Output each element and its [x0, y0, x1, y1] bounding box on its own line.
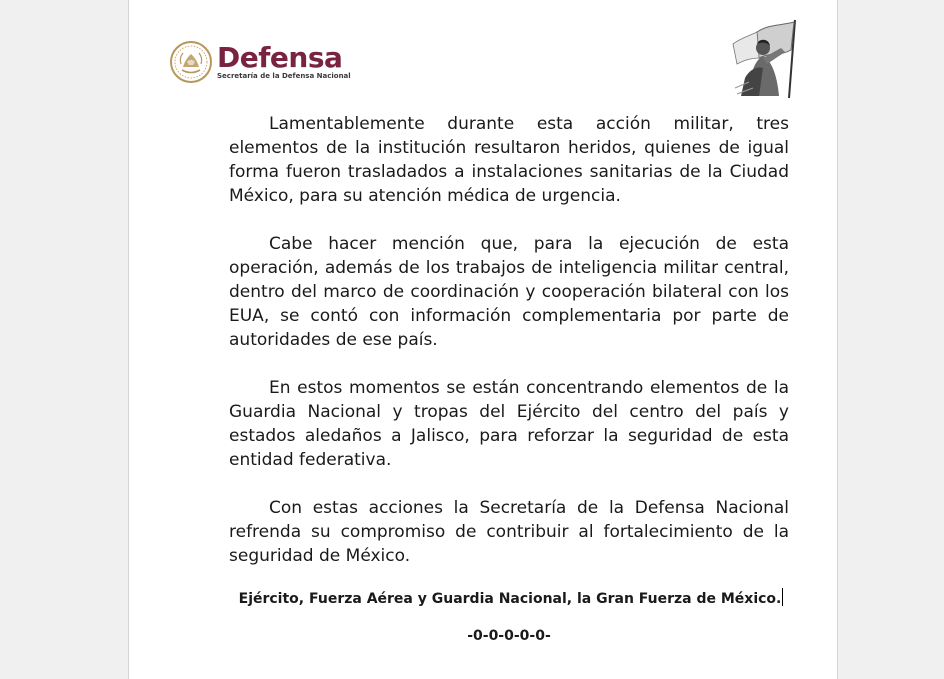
press-release-body	[229, 112, 789, 592]
text-cursor	[782, 588, 783, 606]
coat-of-arms-seal-icon	[169, 40, 213, 84]
paragraph-1: Lamentablemente durante esta acción militar, tres elementos de la institución resultaron heridos, quienes de igual forma fueron trasladados a instalaciones sanitarias de la Ciudad México, para su atención médica de urgencia.	[229, 114, 789, 206]
motto-text: Ejército, Fuerza Aérea y Guardia Nacional, la Gran Fuerza de México.	[238, 591, 782, 607]
paragraph-3: En estos momentos se están concentrando elementos de la Guardia Nacional y tropas del Ejército del centro del país y estados aledaños a Jalisco, para reforzar la seguridad de esta entidad federativa.	[229, 378, 789, 470]
document-page	[128, 0, 838, 679]
paragraph-4: Con estas acciones la Secretaría de la Defensa Nacional refrenda su compromiso de contribuir al fortalecimiento de la seguridad de México.	[229, 498, 789, 566]
brand-subtitle: Secretaría de la Defensa Nacional	[217, 72, 351, 80]
woman-with-flag-emblem-icon	[719, 18, 801, 100]
closing-mark: -0-0-0-0-0-	[467, 628, 551, 644]
brand-block	[217, 43, 351, 81]
brand-name: Defensa	[217, 41, 343, 74]
defensa-logo	[169, 40, 351, 84]
motto-line[interactable]	[233, 588, 789, 609]
paragraph-2: Cabe hacer mención que, para la ejecución de esta operación, además de los trabajos de inteligencia militar central, dentro del marco de coordinación y cooperación bilateral con los EUA, se contó con información complementaria por parte de autoridades de ese país.	[229, 234, 789, 350]
